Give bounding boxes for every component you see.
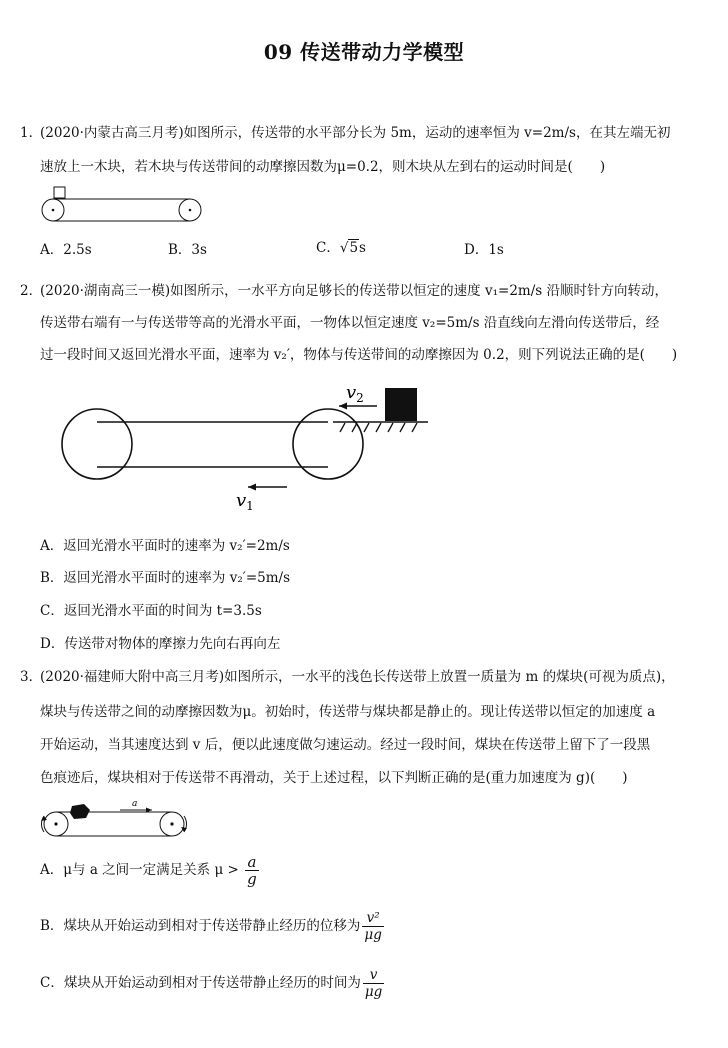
q3-text-line4: 色痕迹后，煤块相对于传送带不再滑动，关于上述过程，以下判断正确的是(重力加速度为 g)( ) — [40, 770, 628, 786]
q1-option-a[interactable]: A．2.5s — [40, 242, 92, 258]
q1-text-line1: (2020·内蒙古高三月考)如图所示，传送带的水平部分长为 5m，运动的速率恒为 v=2m/s，在其左端无初 — [40, 125, 671, 141]
q2-text-line2: 传送带右端有一与传送带等高的光滑水平面，一物体以恒定速度 v₂=5m/s 沿直线向左滑向传送带后，经 — [40, 315, 660, 331]
q1-option-c[interactable] — [316, 238, 366, 258]
q3-number: 3． — [20, 669, 43, 685]
q3-option-b[interactable] — [40, 910, 384, 943]
q2-number: 2． — [20, 283, 43, 299]
fraction-denominator: μg — [364, 927, 382, 943]
fraction-numerator: v — [369, 967, 378, 983]
q1-option-c-unit: s — [359, 240, 366, 256]
q3-text-line1: (2020·福建师大附中高三月考)如图所示，一水平的浅色长传送带上放置一质量为 m 的煤块(可视为质点)， — [40, 669, 675, 685]
q2-conveyor-figure — [55, 376, 445, 521]
q1-wooden-block — [54, 187, 65, 198]
q3-option-a[interactable] — [40, 854, 259, 887]
q3-option-c-text: C．煤块从开始运动到相对于传送带静止经历的时间为 — [40, 975, 361, 991]
q3-option-c[interactable] — [40, 967, 384, 1000]
q1-text-line2: 速放上一木块，若木块与传送带间的动摩擦因数为μ=0.2，则木块从左到右的运动时间是( ) — [40, 159, 606, 175]
page-title: 09 传送带动力学模型 — [263, 40, 465, 64]
q1-number: 1． — [20, 125, 43, 141]
q2-option-b[interactable]: B．返回光滑水平面时的速率为 v₂′=5m/s — [40, 570, 290, 586]
q2-left-pulley — [62, 409, 132, 479]
q2-option-a[interactable]: A．返回光滑水平面时的速率为 v₂′=2m/s — [40, 538, 290, 554]
q1-option-b[interactable]: B．3s — [168, 242, 207, 258]
q2-right-pulley — [293, 409, 363, 479]
fraction-numerator: a — [247, 853, 257, 871]
q3-option-b-text: B．煤块从开始运动到相对于传送带静止经历的位移为 — [40, 918, 361, 934]
q3-label-a: a — [132, 799, 138, 809]
q2-label-v2: $v_2$ — [346, 382, 364, 405]
q3-text-line3: 开始运动，当其速度达到 v 后，便以此速度做匀速运动。经过一段时间，煤块在传送带上留下了一段黑 — [40, 737, 651, 753]
q2-option-d[interactable]: D．传送带对物体的摩擦力先向右再向左 — [40, 636, 281, 652]
q3-conveyor-figure — [38, 796, 198, 840]
fraction-denominator: g — [247, 870, 257, 888]
q2-object-block — [385, 388, 417, 421]
q3-option-a-text: A．μ与 a 之间一定满足关系 μ > — [40, 862, 239, 878]
q1-option-d[interactable]: D．1s — [464, 242, 504, 258]
q3-option-b-fraction — [362, 910, 383, 943]
fraction-numerator: v² — [366, 910, 380, 926]
sqrt-symbol: √5 — [339, 240, 359, 256]
q3-option-a-fraction — [245, 854, 259, 887]
q2-option-c[interactable]: C．返回光滑水平面的时间为 t=3.5s — [40, 603, 262, 619]
q2-label-v1: $v_1$ — [236, 490, 254, 513]
q2-text-line3: 过一段时间又返回光滑水平面，速率为 v₂′，物体与传送带间的动摩擦因为 0.2，则下列说法正确的是( ) — [40, 347, 678, 363]
q1-conveyor-figure — [38, 184, 208, 226]
q3-option-c-fraction — [363, 967, 384, 1000]
q1-option-c-label: C． — [316, 240, 340, 256]
q3-text-line2: 煤块与传送带之间的动摩擦因数为μ。初始时，传送带与煤块都是静止的。现让传送带以恒定的加速度 a — [40, 704, 656, 720]
q1-option-c-radicand: 5 — [349, 240, 359, 256]
fraction-denominator: μg — [364, 984, 383, 1000]
q2-text-line1: (2020·湖南高三一模)如图所示，一水平方向足够长的传送带以恒定的速度 v₁=2m/s 沿顺时针方向转动， — [40, 283, 668, 299]
